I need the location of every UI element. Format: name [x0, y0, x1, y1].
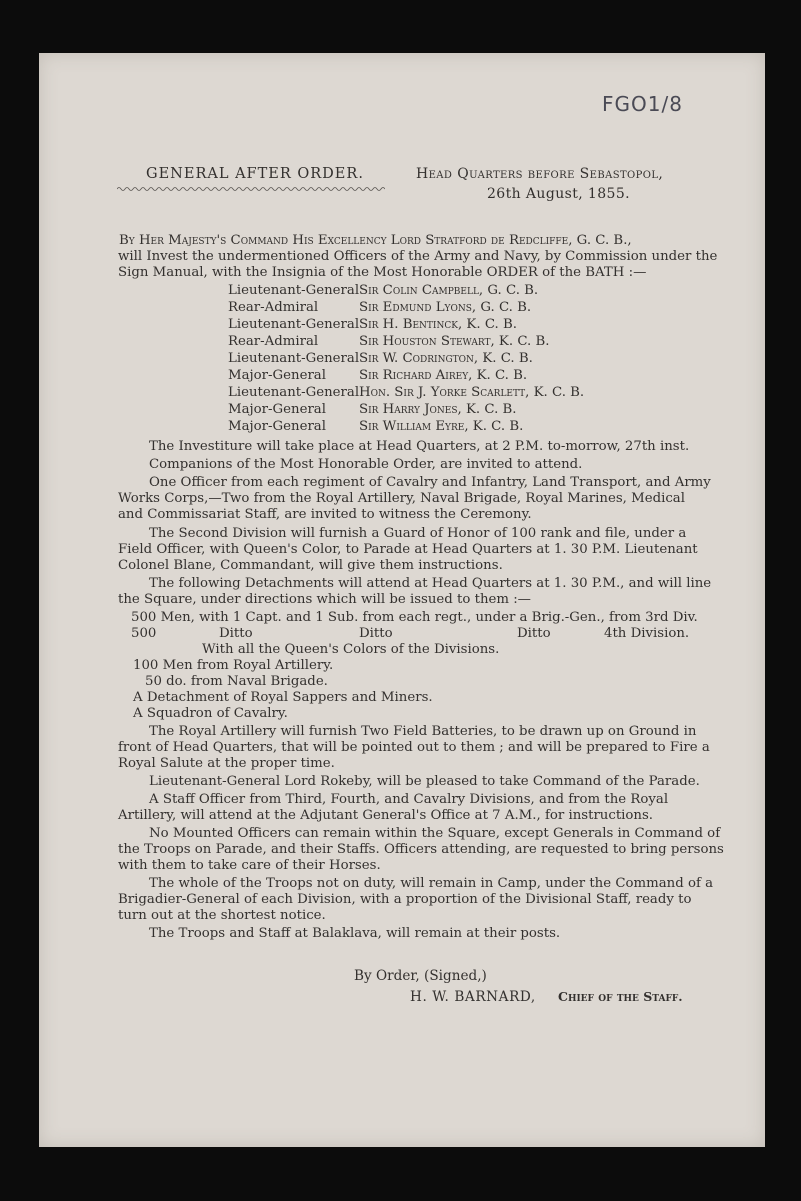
detachment-naval: 50 do. from Naval Brigade. — [145, 674, 328, 689]
remain-camp-line-2: Brigadier-General of each Division, with a proportion of the Divisional Staff, ready to — [118, 892, 692, 907]
officer-rank: Major-General — [228, 419, 326, 434]
mounted-officers-line-3: with them to take care of their Horses. — [118, 858, 381, 873]
detachment-artillery: 100 Men from Royal Artillery. — [133, 658, 334, 673]
intro-line-2: will Invest the undermentioned Officers of the Army and Navy, by Commission under the — [118, 249, 718, 264]
field-batteries-line-2: front of Head Quarters, that will be pointed out to them ; and will be prepared to Fire a — [118, 740, 710, 755]
companions-paragraph: Companions of the Most Honorable Order, are invited to attend. — [149, 457, 583, 472]
officer-rank: Lieutenant-General — [228, 351, 360, 366]
signatory-title: Chief of the Staff. — [558, 989, 683, 1004]
officer-name: Sir Colin Campbell, G. C. B. — [359, 283, 539, 298]
officer-name: Sir William Eyre, K. C. B. — [359, 419, 524, 434]
detachment-row-2-division: 4th Division. — [604, 626, 690, 641]
field-batteries-line-3: Royal Salute at the proper time. — [118, 756, 335, 771]
officer-name: Sir W. Codrington, K. C. B. — [359, 351, 533, 366]
one-officer-line-3: and Commissariat Staff, are invited to witness the Ceremony. — [118, 507, 532, 522]
officer-rank: Major-General — [228, 402, 326, 417]
signatory-name: H. W. BARNARD, — [410, 989, 536, 1005]
detachment-row-2-ditto: Ditto — [517, 626, 551, 641]
remain-camp-line-3: turn out at the shortest notice. — [118, 908, 326, 923]
second-division-line-3: Colonel Blane, Commandant, will give them instructions. — [118, 558, 503, 573]
officer-name: Hon. Sir J. Yorke Scarlett, K. C. B. — [359, 385, 585, 400]
officer-name: Sir Edmund Lyons, G. C. B. — [359, 300, 532, 315]
staff-officer-line-1: A Staff Officer from Third, Fourth, and Cavalry Divisions, and from the Royal — [149, 792, 669, 807]
field-batteries-line-1: The Royal Artillery will furnish Two Field Batteries, to be drawn up on Ground in — [149, 724, 697, 739]
detachments-line-1: The following Detachments will attend at Head Quarters at 1. 30 P.M., and will line — [149, 576, 712, 591]
officer-rank: Lieutenant-General — [228, 385, 360, 400]
balaklava-paragraph: The Troops and Staff at Balaklava, will remain at their posts. — [149, 926, 561, 941]
officer-rank: Lieutenant-General — [228, 317, 360, 332]
detachment-colors: With all the Queen's Colors of the Divisions. — [202, 642, 500, 657]
intro-line-3: Sign Manual, with the Insignia of the Most Honorable ORDER of the BATH :— — [118, 265, 647, 280]
investiture-paragraph: The Investiture will take place at Head Quarters, at 2 P.M. to-morrow, 27th inst. — [149, 439, 690, 454]
officer-rank: Rear-Admiral — [228, 334, 319, 349]
remain-camp-line-1: The whole of the Troops not on duty, will remain in Camp, under the Command of a — [149, 876, 714, 891]
rokeby-paragraph: Lieutenant-General Lord Rokeby, will be pleased to take Command of the Parade. — [149, 774, 700, 789]
officer-name: Sir Houston Stewart, K. C. B. — [359, 334, 550, 349]
detachment-cavalry: A Squadron of Cavalry. — [133, 706, 288, 721]
title-underline — [117, 186, 385, 192]
document-sheet — [39, 53, 765, 1147]
officer-name: Sir Harry Jones, K. C. B. — [359, 402, 517, 417]
order-title: GENERAL AFTER ORDER. — [146, 166, 364, 182]
officer-rank: Rear-Admiral — [228, 300, 319, 315]
officer-name: Sir H. Bentinck, K. C. B. — [359, 317, 517, 332]
detachment-row-2-count: 500 — [131, 626, 157, 641]
one-officer-line-1: One Officer from each regiment of Cavalry and Infantry, Land Transport, and Army — [149, 475, 711, 490]
by-order-line: By Order, (Signed,) — [354, 968, 487, 984]
officer-rank: Major-General — [228, 368, 326, 383]
second-division-line-1: The Second Division will furnish a Guard of Honor of 100 rank and file, under a — [149, 526, 687, 541]
mounted-officers-line-2: the Troops on Parade, and their Staffs. Officers attending, are requested to bring persons — [118, 842, 724, 857]
detachment-row-1: 500 Men, with 1 Capt. and 1 Sub. from each regt., under a Brig.-Gen., from 3rd Div. — [131, 610, 698, 625]
detachments-line-2: the Square, under directions which will be issued to them :— — [118, 592, 531, 607]
order-date: 26th August, 1855. — [487, 186, 631, 202]
detachment-sappers: A Detachment of Royal Sappers and Miners. — [133, 690, 433, 705]
detachment-row-2-ditto: Ditto — [359, 626, 393, 641]
one-officer-line-2: Works Corps,—Two from the Royal Artillery, Naval Brigade, Royal Marines, Medical — [118, 491, 685, 506]
archive-reference-mark: FGO1/8 — [602, 92, 683, 116]
officer-name: Sir Richard Airey, K. C. B. — [359, 368, 528, 383]
officer-rank: Lieutenant-General — [228, 283, 360, 298]
headquarters-location: Head Quarters before Sebastopol, — [416, 166, 664, 182]
staff-officer-line-2: Artillery, will attend at the Adjutant General's Office at 7 A.M., for instructions. — [118, 808, 654, 823]
second-division-line-2: Field Officer, with Queen's Color, to Parade at Head Quarters at 1. 30 P.M. Lieutenant — [118, 542, 698, 557]
mounted-officers-line-1: No Mounted Officers can remain within the Square, except Generals in Command of — [149, 826, 721, 841]
intro-line-1: By Her Majesty's Command His Excellency Lord Stratford de Redcliffe, G. C. B., — [119, 233, 632, 248]
detachment-row-2-ditto: Ditto — [219, 626, 253, 641]
